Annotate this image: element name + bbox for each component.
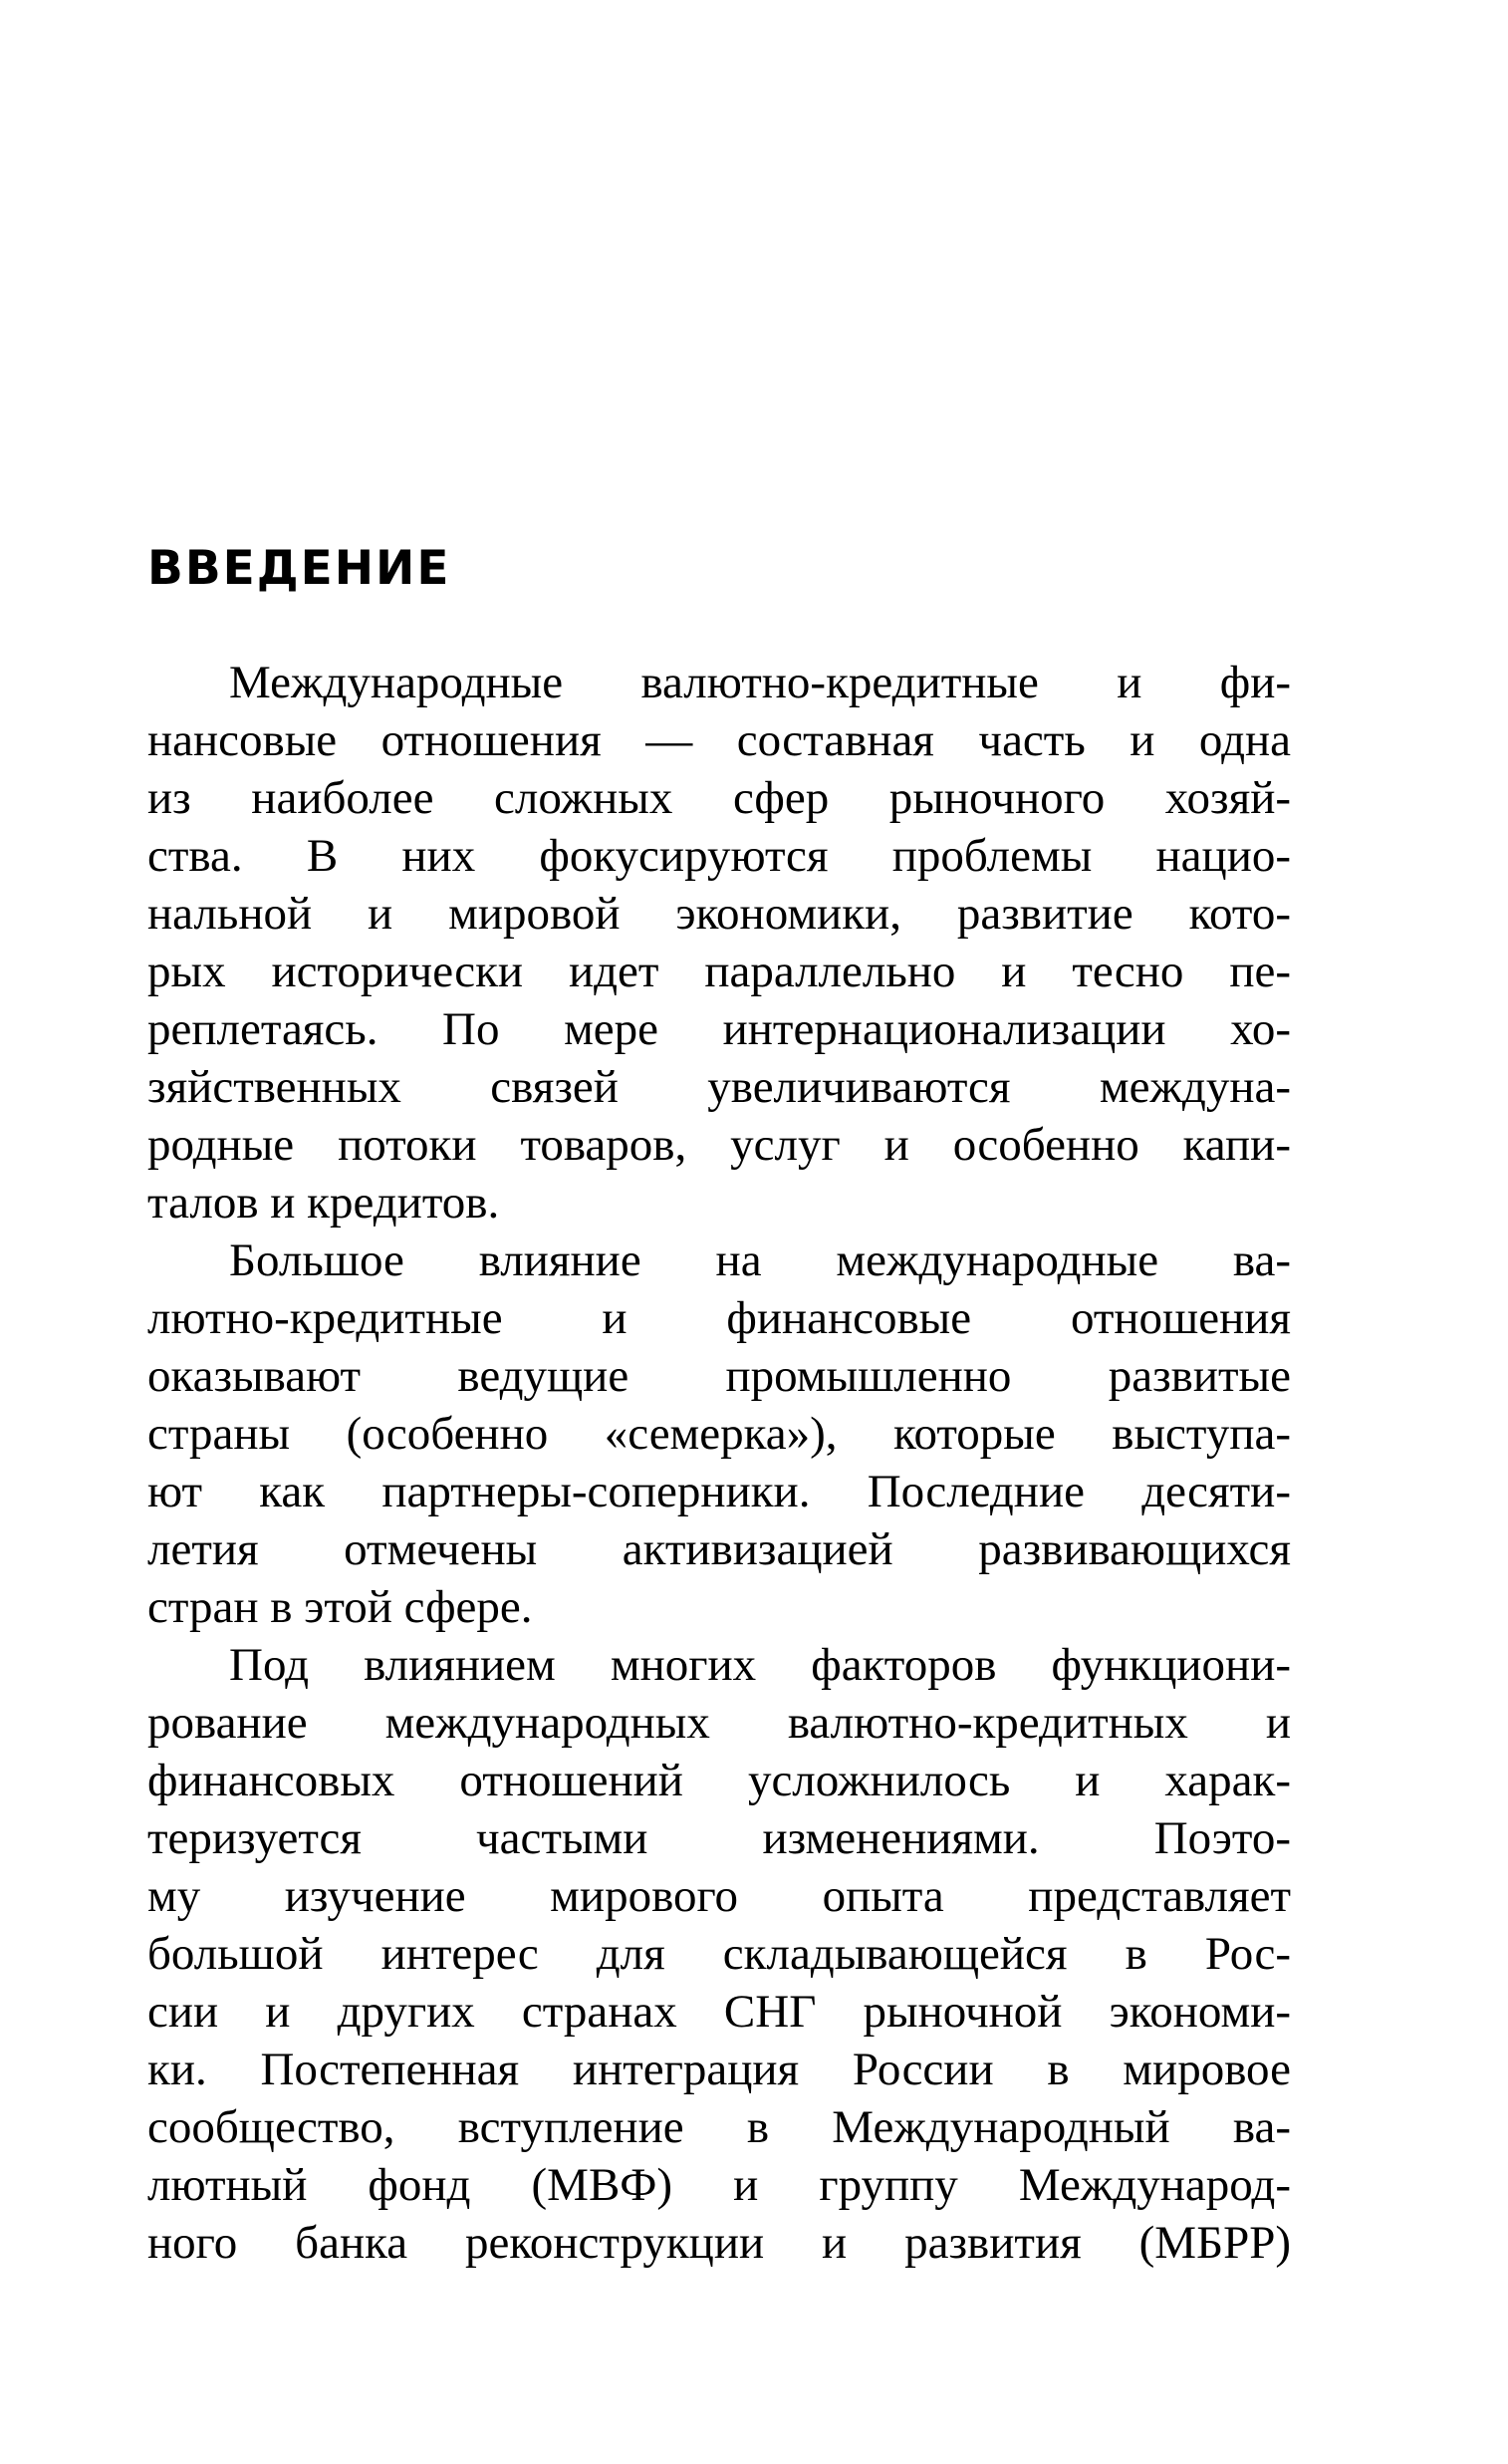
paragraph-3-line-7: сии и других странах СНГ рыночной экономи- (147, 1986, 1291, 2038)
paragraph-3-line-11: ного банка реконструкции и развития (МБРР) (147, 2217, 1291, 2269)
paragraph-1-line-10: талов и кредитов. (147, 1177, 500, 1229)
paragraph-3-line-3: финансовых отношений усложнилось и харак- (147, 1755, 1291, 1806)
paragraph-2-line-3: оказывают ведущие промышленно развитые (147, 1350, 1291, 1402)
paragraph-3-line-2: рование международных валютно-кредитных и (147, 1697, 1291, 1749)
paragraph-1-line-9: родные потоки товаров, услуг и особенно капи- (147, 1119, 1291, 1171)
paragraph-2-line-6: летия отмечены активизацией развивающихся (147, 1523, 1291, 1575)
chapter-heading: ВВЕДЕНИЕ (147, 541, 451, 596)
paragraph-3-line-9: сообщество, вступление в Международный ва- (147, 2101, 1291, 2153)
paragraph-3-line-6: большой интерес для складывающейся в Рос- (147, 1928, 1291, 1980)
paragraph-1-line-7: реплетаясь. По мере интернационализации хо- (147, 1003, 1291, 1055)
paragraph-3-line-10: лютный фонд (МВФ) и группу Международ- (147, 2159, 1291, 2211)
paragraph-2-line-2: лютно-кредитные и финансовые отношения (147, 1292, 1291, 1344)
paragraph-3-line-1: Под влиянием многих факторов функциони- (229, 1639, 1291, 1691)
paragraph-2-line-1: Большое влияние на международные ва- (229, 1234, 1291, 1286)
paragraph-1-line-1: Международные валютно-кредитные и фи- (229, 657, 1291, 708)
paragraph-1-line-5: нальной и мировой экономики, развитие кото- (147, 888, 1291, 940)
paragraph-1-line-8: зяйственных связей увеличиваются междуна- (147, 1061, 1291, 1113)
paragraph-3-line-4: теризуется частыми изменениями. Поэто- (147, 1812, 1291, 1864)
paragraph-2-line-7: стран в этой сфере. (147, 1581, 533, 1633)
paragraph-1-line-4: ства. В них фокусируются проблемы нацио- (147, 830, 1291, 882)
paragraph-1-line-2: нансовые отношения — составная часть и одна (147, 714, 1291, 766)
paragraph-2-line-5: ют как партнеры-соперники. Последние десяти- (147, 1466, 1291, 1517)
paragraph-1-line-6: рых исторически идет параллельно и тесно пе- (147, 946, 1291, 997)
paragraph-1-line-3: из наиболее сложных сфер рыночного хозяй- (147, 772, 1291, 824)
paragraph-2-line-4: страны (особенно «семерка»), которые выступа- (147, 1408, 1291, 1460)
paragraph-3-line-8: ки. Постепенная интеграция России в мировое (147, 2044, 1291, 2095)
paragraph-3-line-5: му изучение мирового опыта представляет (147, 1870, 1291, 1922)
